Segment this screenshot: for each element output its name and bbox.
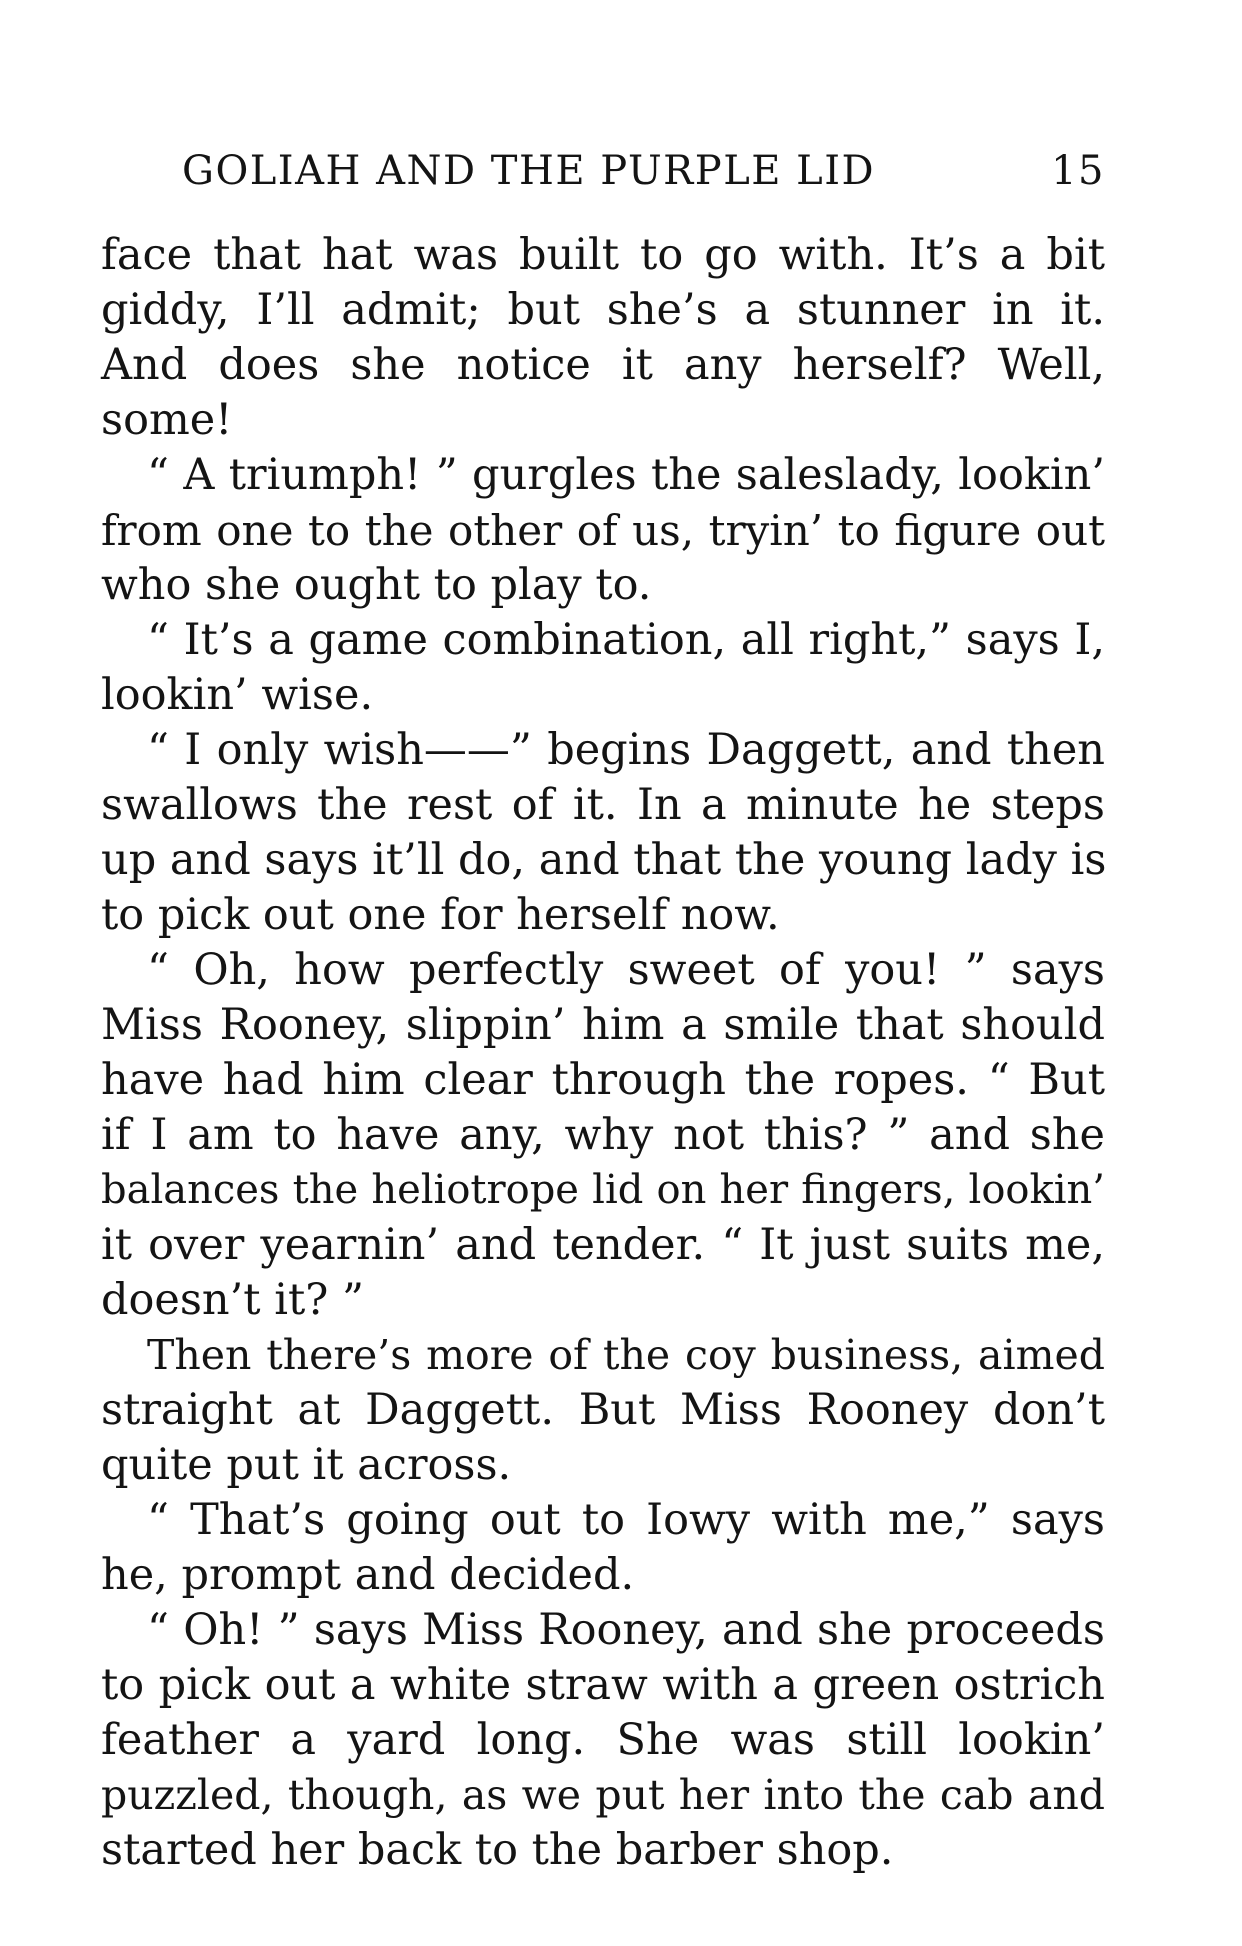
text-line: some! [101,395,233,445]
text-line: up and says it’ll do, and that the young lady is [101,835,1107,885]
text-line: if I am to have any, why not this? ” and she [101,1110,1105,1160]
text-line: giddy, I’ll admit; but she’s a stunner in it. [101,285,1105,335]
text-line: have had him clear through the ropes. “ But [101,1055,1105,1105]
text-line: “ Oh! ” says Miss Rooney, and she proceeds [147,1605,1105,1655]
running-head [182,146,1105,196]
text-line: “ It’s a game combination, all right,” says I, [147,615,1105,665]
text-line: doesn’t it? ” [101,1275,364,1325]
text-line: quite put it across. [101,1440,512,1490]
chapter-title: GOLIAH AND THE PURPLE LID [182,148,876,194]
text-line: balances the heliotrope lid on her fingers, lookin’ [101,1167,1105,1213]
text-line: to pick out a white straw with a green ostrich [101,1660,1105,1710]
text-line: it over yearnin’ and tender. “ It just suits me, [101,1220,1105,1270]
text-line: to pick out one for herself now. [101,890,780,940]
text-line: And does she notice it any herself? Well, [101,340,1105,390]
text-line: lookin’ wise. [101,670,374,720]
page-number: 15 [1051,148,1105,194]
text-line: feather a yard long. She was still lookin’ [101,1715,1105,1765]
text-line: “ Oh, how perfectly sweet of you! ” says [147,945,1105,995]
text-line: Then there’s more of the coy business, aimed [147,1331,1105,1379]
text-line: he, prompt and decided. [101,1550,635,1600]
text-line: Miss Rooney, slippin’ him a smile that should [101,1000,1105,1050]
text-line: straight at Daggett. But Miss Rooney don’t [101,1385,1105,1435]
text-line: “ I only wish——” begins Daggett, and then [147,725,1105,775]
text-line: face that hat was built to go with. It’s a bit [101,230,1105,280]
text-line: started her back to the barber shop. [101,1825,894,1875]
text-line: swallows the rest of it. In a minute he steps [101,780,1105,830]
text-line: who she ought to play to. [101,560,652,610]
body-text [101,228,1105,1878]
text-line: from one to the other of us, tryin’ to figure out [101,506,1105,555]
text-line: “ That’s going out to Iowy with me,” says [147,1495,1105,1545]
text-line: “ A triumph! ” gurgles the saleslady, lookin’ [147,450,1105,500]
text-line: puzzled, though, as we put her into the cab and [101,1771,1105,1819]
